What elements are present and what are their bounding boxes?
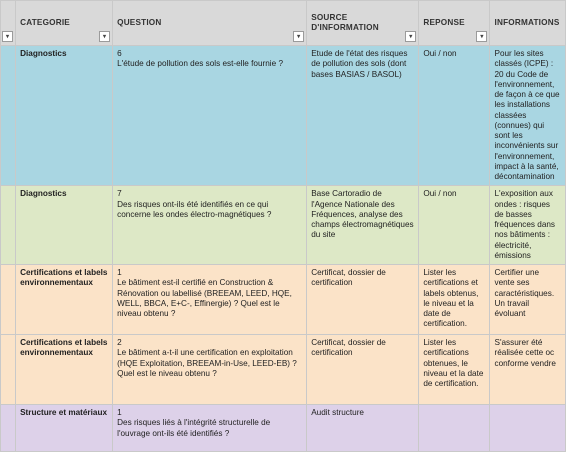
category-cell[interactable]: Diagnostics bbox=[16, 46, 113, 186]
header-row bbox=[1, 1, 566, 46]
response-cell[interactable]: Lister les certifications et labels obtenus, le niveau et la date de certification. bbox=[419, 265, 490, 335]
header-cell-index bbox=[1, 1, 16, 46]
header-label-informations: INFORMATIONS bbox=[494, 17, 560, 27]
header-cell-reponse bbox=[419, 1, 490, 46]
question-cell[interactable] bbox=[113, 405, 307, 452]
response-cell[interactable]: Oui / non bbox=[419, 46, 490, 186]
response-cell[interactable] bbox=[419, 405, 490, 452]
header-cell-source bbox=[307, 1, 419, 46]
header-label-question: QUESTION bbox=[117, 17, 162, 27]
header-label-categorie: CATEGORIE bbox=[20, 17, 70, 27]
header-cell-categorie bbox=[16, 1, 113, 46]
info-cell[interactable]: Pour les sites classés (ICPE) : 20 du Code de l'environnement, de façon à ce que les installations classées (connues) qui sont les inconvénients sur l'environnement, impact à la santé, décontamination bbox=[490, 46, 566, 186]
table-row bbox=[1, 46, 566, 186]
filter-dropdown-icon[interactable]: ▾ bbox=[99, 31, 110, 42]
question-text: Des risques ont-ils été identifiés en ce qui concerne les ondes électro-magnétiques ? bbox=[117, 199, 272, 219]
filter-dropdown-icon[interactable]: ▾ bbox=[293, 31, 304, 42]
question-text: Le bâtiment a-t-il une certification en exploitation (HQE Exploitation, BREEAM-in-Use, LEED-EB) ? Quel est le niveau obtenu ? bbox=[117, 348, 297, 378]
row-index-cell[interactable] bbox=[1, 405, 16, 452]
question-number: 6 bbox=[117, 49, 122, 58]
table-row bbox=[1, 265, 566, 335]
question-number: 2 bbox=[117, 338, 122, 347]
question-number: 7 bbox=[117, 189, 122, 199]
source-cell[interactable]: Certificat, dossier de certification bbox=[307, 265, 419, 335]
question-number: 1 bbox=[117, 268, 122, 277]
question-cell[interactable] bbox=[113, 46, 307, 186]
question-cell[interactable] bbox=[113, 186, 307, 265]
table-row bbox=[1, 335, 566, 405]
filter-dropdown-icon[interactable]: ▾ bbox=[405, 31, 416, 42]
source-cell[interactable]: Base Cartoradio de l'Agence Nationale des Fréquences, analyse des champs électromagnétiques du site bbox=[307, 186, 419, 265]
category-cell[interactable]: Diagnostics bbox=[16, 186, 113, 265]
question-text: Des risques liés à l'intégrité structurelle de l'ouvrage ont-ils été identifiés ? bbox=[117, 418, 271, 438]
info-cell[interactable]: S'assurer été réalisée cette oc conforme vendre bbox=[490, 335, 566, 405]
source-cell[interactable]: Audit structure bbox=[307, 405, 419, 452]
table-row bbox=[1, 405, 566, 452]
row-index-cell[interactable] bbox=[1, 186, 16, 265]
category-cell[interactable]: Certifications et labels environnementaux bbox=[16, 335, 113, 405]
source-cell[interactable]: Etude de l'état des risques de pollution des sols (dont bases BASIAS / BASOL) bbox=[307, 46, 419, 186]
source-cell[interactable]: Certificat, dossier de certification bbox=[307, 335, 419, 405]
header-label-source: SOURCE D'INFORMATION bbox=[311, 12, 379, 32]
response-cell[interactable]: Lister les certifications obtenues, le niveau et la date de certification. bbox=[419, 335, 490, 405]
question-text: L'étude de pollution des sols est-elle fournie ? bbox=[117, 59, 284, 69]
category-cell[interactable]: Certifications et labels environnementaux bbox=[16, 265, 113, 335]
row-index-cell[interactable] bbox=[1, 265, 16, 335]
filter-dropdown-icon[interactable]: ▾ bbox=[476, 31, 487, 42]
question-text: Le bâtiment est-il certifié en Construction & Rénovation ou labellisé (BREEAM, LEED, HQE, WELL, BBCA, E+C-, Effinergie) ? Quel est le niveau obtenu ? bbox=[117, 278, 292, 318]
category-cell[interactable]: Structure et matériaux bbox=[16, 405, 113, 452]
question-number: 1 bbox=[117, 408, 122, 417]
filter-dropdown-icon[interactable]: ▾ bbox=[2, 31, 13, 42]
row-index-cell[interactable] bbox=[1, 335, 16, 405]
info-cell[interactable]: Certifier une vente ses caractéristiques. Un travail évoluant bbox=[490, 265, 566, 335]
header-cell-question bbox=[113, 1, 307, 46]
info-cell[interactable]: L'exposition aux ondes : risques de basses fréquences dans nos bâtiments : électricité, émissions bbox=[490, 186, 566, 265]
info-cell[interactable] bbox=[490, 405, 566, 452]
response-cell[interactable]: Oui / non bbox=[419, 186, 490, 265]
row-index-cell[interactable] bbox=[1, 46, 16, 186]
question-cell[interactable] bbox=[113, 335, 307, 405]
question-cell[interactable] bbox=[113, 265, 307, 335]
header-cell-informations bbox=[490, 1, 566, 46]
header-label-reponse: REPONSE bbox=[423, 17, 465, 27]
table-row bbox=[1, 186, 566, 265]
